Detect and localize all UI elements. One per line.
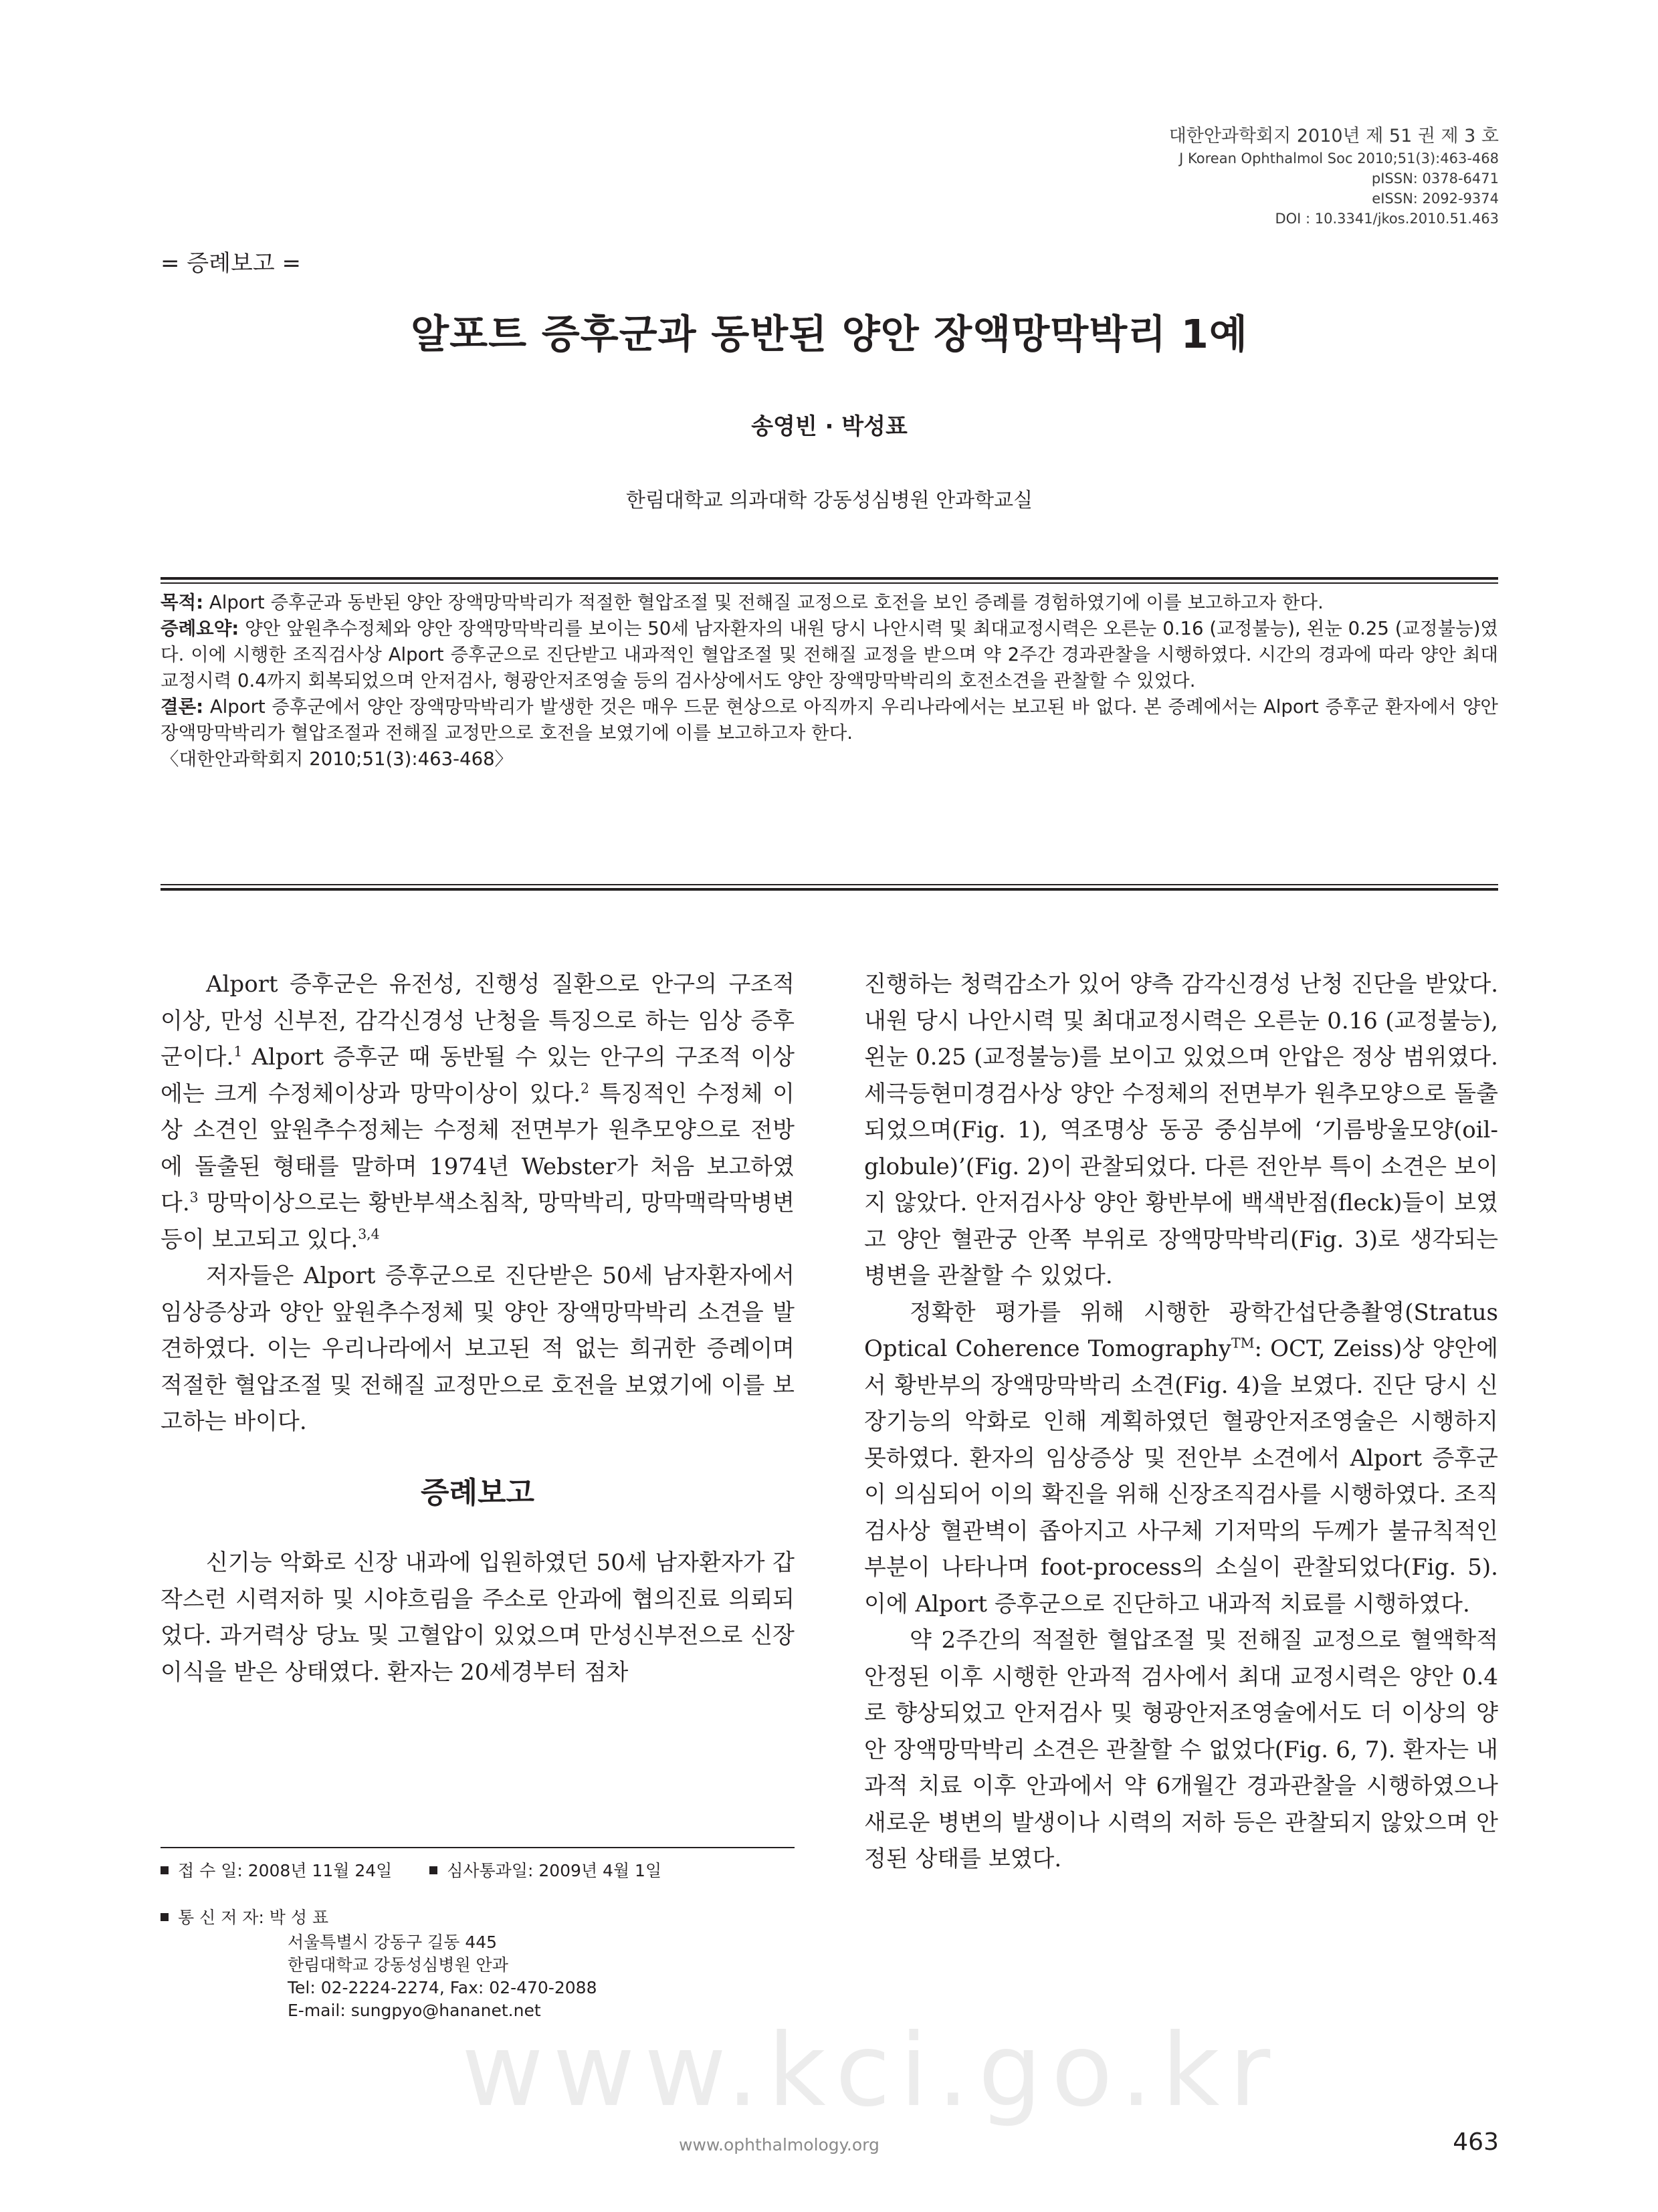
intro-text-d: 망막이상으로는 황반부색소침착, 망막박리, 망막맥락막병변 등이 보고되고 있다. bbox=[161, 1190, 795, 1253]
journal-citation-line: J Korean Ophthalmol Soc 2010;51(3):463-468 bbox=[1179, 150, 1499, 167]
case-paragraph-3 bbox=[864, 1295, 1498, 1623]
intro-text-b: Alport 증후군 때 동반될 수 있는 안구의 구조적 이상에는 크게 수정체이상과 망막이상이 있다. bbox=[161, 1044, 795, 1107]
abstract-top-rule bbox=[161, 577, 1498, 580]
right-column bbox=[864, 966, 1498, 1878]
case-summary-label: 증례요약: bbox=[161, 618, 239, 639]
intro-paragraph-1 bbox=[161, 966, 795, 1258]
intro-text-c: 특징적인 수정체 이상 소견인 앞원추수정체는 수정체 전면부가 원추모양으로 전방에 돌출된 형태를 말하며 1974년 Webster가 처음 보고하였다. bbox=[161, 1080, 795, 1216]
reference-3: 3 bbox=[189, 1189, 199, 1206]
abstract-top-rule-thin bbox=[161, 582, 1498, 584]
trademark-sup: TM bbox=[1231, 1335, 1255, 1351]
journal-website: www.ophthalmology.org bbox=[679, 2135, 879, 2154]
intro-text-a: Alport 증후군은 유전성, 진행성 질환으로 안구의 구조적 이상, 만성 신부전, 감각신경성 난청을 특징으로 하는 임상 증후군이다. bbox=[161, 971, 795, 1071]
accepted-date: 심사통과일: 2009년 4월 1일 bbox=[447, 1861, 662, 1880]
corresponding-row bbox=[161, 1904, 795, 1931]
bullet-icon bbox=[429, 1866, 437, 1874]
footnote-rule bbox=[161, 1847, 795, 1848]
affiliation: 한림대학교 의과대학 강동성심병원 안과학교실 bbox=[625, 489, 1033, 512]
abstract-bottom-rule-thin bbox=[161, 884, 1498, 885]
reference-1: 1 bbox=[233, 1043, 243, 1060]
bullet-icon bbox=[161, 1866, 169, 1874]
pissn-line: pISSN: 0378-6471 bbox=[1371, 171, 1499, 187]
corresponding-email: E-mail: sungpyo@hananet.net bbox=[288, 2001, 541, 2020]
abstract bbox=[161, 590, 1498, 772]
corresponding-address: 서울특별시 강동구 길동 445 bbox=[288, 1932, 498, 1952]
journal-header bbox=[897, 124, 1499, 229]
doi-line: DOI : 10.3341/jkos.2010.51.463 bbox=[1275, 211, 1499, 227]
dates-row bbox=[161, 1858, 795, 1884]
corresponding-phone: Tel: 02-2224-2274, Fax: 02-470-2088 bbox=[288, 1978, 597, 1997]
abstract-purpose bbox=[161, 590, 1498, 616]
footnotes bbox=[161, 1858, 795, 2022]
purpose-text: Alport 증후군과 동반된 양안 장액망막박리가 적절한 혈압조절 및 전해질 교정으로 호전을 보인 증례를 경험하였기에 이를 보고하고자 한다. bbox=[203, 592, 1324, 613]
eissn-line: eISSN: 2092-9374 bbox=[1372, 191, 1499, 207]
page-number: 463 bbox=[1453, 2128, 1499, 2156]
conclusion-text: Alport 증후군에서 양안 장액망막박리가 발생한 것은 매우 드문 현상으로 아직까지 우리나라에서는 보고된 바 없다. 본 증례에서는 Alport 증후군 환자에서 양안 장액망막박리가 혈압조절과 전해질 교정만으로 호전을 보였기에 이를 보고하고자 한다. bbox=[161, 696, 1498, 744]
abstract-conclusion bbox=[161, 694, 1498, 746]
case-paragraph-4: 약 2주간의 적절한 혈압조절 및 전해질 교정으로 혈액학적 안정된 이후 시행한 안과적 검사에서 최대 교정시력은 양안 0.4로 향상되었고 안저검사 및 형광안저조영술에서도 더 이상의 양안 장액망막박리 소견은 관찰할 수 없었다(Fig. 6, 7). 환자는 내과적 치료 이후 안과에서 약 6개월간 경과관찰을 시행하였으나 새로운 병변의 발생이나 시력의 저하 등은 관찰되지 않았으며 안정된 상태를 보였다. bbox=[864, 1627, 1498, 1872]
journal-title-line: 대한안과학회지 2010년 제 51 권 제 3 호 bbox=[1168, 126, 1499, 146]
corresponding-author: 통 신 저 자: 박 성 표 bbox=[178, 1908, 329, 1927]
case-summary-text: 양안 앞원추수정체와 양안 장액망막박리를 보이는 50세 남자환자의 내원 당시 나안시력 및 최대교정시력은 오른눈 0.16 (교정불능), 왼눈 0.25 (교정불능)였다. 이에 시행한 조직검사상 Alport 증후군으로 진단받고 내과적인 혈압조절 및 전해질 교정을 받으며 약 2주간 경과관찰을 시행하였다. 시간의 경과에 따라 양안 최대교정시력 0.4까지 회복되었으며 안저검사, 형광안저조영술 등의 검사상에서도 양안 장액망막박리의 호전소견을 관찰할 수 있었다. bbox=[161, 618, 1498, 691]
section-label: = 증례보고 = bbox=[161, 250, 301, 277]
corresponding-institution: 한림대학교 강동성심병원 안과 bbox=[288, 1955, 508, 1975]
abstract-citation: 〈대한안과학회지 2010;51(3):463-468〉 bbox=[161, 748, 514, 770]
bullet-icon bbox=[161, 1913, 169, 1921]
article-title: 알포트 증후군과 동반된 양안 장액망막박리 1예 bbox=[411, 311, 1248, 357]
case-report-heading: 증례보고 bbox=[420, 1475, 534, 1510]
abstract-bottom-rule bbox=[161, 888, 1498, 891]
left-column bbox=[161, 966, 795, 1690]
watermark: www.kci.go.kr bbox=[461, 2013, 1280, 2129]
reference-2: 2 bbox=[581, 1080, 590, 1097]
received-date: 접 수 일: 2008년 11월 24일 bbox=[178, 1861, 393, 1880]
intro-paragraph-2: 저자들은 Alport 증후군으로 진단받은 50세 남자환자에서 임상증상과 양안 앞원추수정체 및 양안 장액망막박리 소견을 발견하였다. 이는 우리나라에서 보고된 적 없는 희귀한 증례이며 적절한 혈압조절 및 전해질 교정만으로 호전을 보였기에 이를 보고하는 바이다. bbox=[161, 1262, 795, 1435]
case-paragraph-1: 신기능 악화로 신장 내과에 입원하였던 50세 남자환자가 갑작스런 시력저하 및 시야흐림을 주소로 안과에 협의진료 의뢰되었다. 과거력상 당뇨 및 고혈압이 있었으며 만성신부전으로 신장이식을 받은 상태였다. 환자는 20세경부터 점차 bbox=[161, 1549, 795, 1686]
oct-text-a: 정확한 평가를 위해 시행한 광학간섭단층촬영(Stratus Optical Coherence Tomography bbox=[864, 1299, 1498, 1362]
purpose-label: 목적: bbox=[161, 592, 204, 613]
authors: 송영빈 · 박성표 bbox=[751, 413, 908, 440]
case-paragraph-2: 진행하는 청력감소가 있어 양측 감각신경성 난청 진단을 받았다. 내원 당시 나안시력 및 최대교정시력은 오른눈 0.16 (교정불능), 왼눈 0.25 (교정불능)를 보이고 있었으며 안압은 정상 범위였다. 세극등현미경검사상 양안 수정체의 전면부가 원추모양으로 돌출되었으며(Fig. 1), 역조명상 동공 중심부에 ‘기름방울모양(oil-globule)’(Fig. 2)이 관찰되었다. 다른 전안부 특이 소견은 보이지 않았다. 안저검사상 양안 황반부에 백색반점(fleck)들이 보였고 양안 혈관궁 안쪽 부위로 장액망막박리(Fig. 3)로 생각되는 병변을 관찰할 수 있었다. bbox=[864, 971, 1498, 1289]
conclusion-label: 결론: bbox=[161, 696, 204, 717]
abstract-case bbox=[161, 616, 1498, 694]
reference-3-4: 3,4 bbox=[358, 1226, 380, 1242]
oct-text-b: : OCT, Zeiss)상 양안에서 황반부의 장액망막박리 소견(Fig. 4)을 보였다. 진단 당시 신장기능의 악화로 인해 계획하였던 혈광안저조영술은 시행하지 못하였다. 환자의 임상증상 및 전안부 소견에서 Alport 증후군이 의심되어 이의 확진을 위해 신장조직검사를 시행하였다. 조직검사상 혈관벽이 좁아지고 사구체 기저막의 두께가 불규칙적인 부분이 나타나며 foot-process의 소실이 관찰되었다(Fig. 5). 이에 Alport 증후군으로 진단하고 내과적 치료를 시행하였다. bbox=[864, 1335, 1498, 1618]
